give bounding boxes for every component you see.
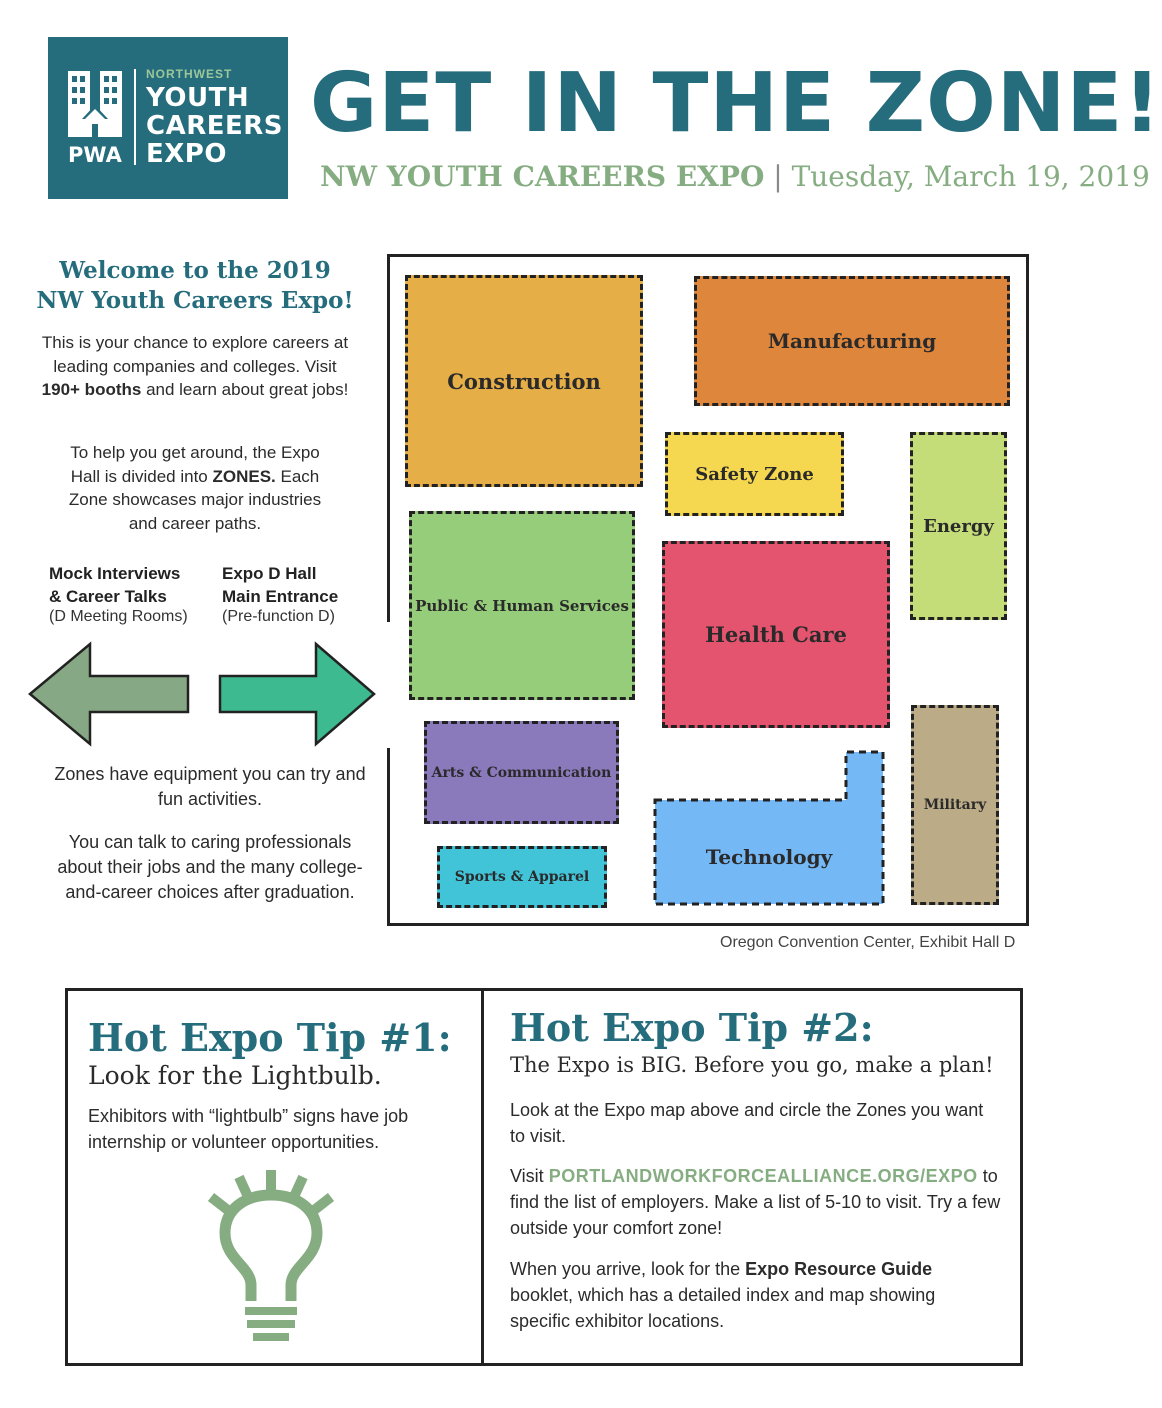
logo-divider <box>134 69 136 165</box>
zone-label: Public & Human Services <box>415 596 629 615</box>
zone-technology[interactable] <box>653 749 889 909</box>
event-date: Tuesday, March 19, 2019 <box>791 160 1150 193</box>
main-entrance-label <box>222 562 338 626</box>
tip2-subheading: The Expo is BIG. Before you go, make a plan! <box>510 1053 994 1077</box>
logo-line-careers: CAREERS <box>146 111 283 141</box>
nav-right-title: Expo D Hall <box>222 564 317 583</box>
zone-label: Energy <box>923 515 994 537</box>
tip2-text: to find the list of employers. Make a list of 5-10 to visit. Try a few outside your comfort zone! <box>510 1166 1001 1238</box>
event-name: NW YOUTH CAREERS EXPO <box>320 160 765 193</box>
zone-arts-communication[interactable] <box>424 721 619 824</box>
tip2-paragraph-2 <box>510 1163 1006 1241</box>
zone-safety[interactable] <box>665 432 844 516</box>
zones-activities-text: Zones have equipment you can try and fun activities. <box>54 764 366 809</box>
zone-sports-apparel[interactable] <box>437 846 607 908</box>
nav-right-sub: (Pre-function D) <box>222 608 335 625</box>
tip1-subheading: Look for the Lightbulb. <box>88 1061 382 1090</box>
zone-label: Manufacturing <box>767 329 937 353</box>
intro-text: and learn about great jobs! <box>141 380 349 399</box>
subtitle-separator: | <box>773 160 783 193</box>
arrow-right-icon <box>218 642 378 746</box>
tips-divider <box>481 991 484 1363</box>
tip2-text: Visit <box>510 1166 549 1186</box>
buildings-icon <box>66 67 126 139</box>
zone-label: Military <box>923 797 987 813</box>
zone-label: Technology <box>705 845 833 869</box>
tip2-paragraph-1: Look at the Expo map above and circle the Zones you want to visit. <box>510 1100 984 1146</box>
map-caption: Oregon Convention Center, Exhibit Hall D <box>720 934 1016 951</box>
intro-text: To help you get around, the Expo Hall is divided into <box>70 443 320 486</box>
logo-line-expo: EXPO <box>146 139 227 169</box>
nav-left-title: & Career Talks <box>49 587 167 606</box>
nav-right-title: Main Entrance <box>222 587 339 606</box>
logo-org: PWA <box>68 143 122 167</box>
zone-label: Sports & Apparel <box>454 869 590 885</box>
intro-text: Each Zone showcases major industries and career paths. <box>68 466 322 533</box>
tip2-heading: Hot Expo Tip #2: <box>510 1005 874 1050</box>
zone-label: Safety Zone <box>695 463 814 485</box>
booth-count: 190+ booths <box>41 380 142 399</box>
tips-box <box>65 988 1023 1366</box>
zone-health-care[interactable] <box>662 541 890 728</box>
professionals-text: You can talk to caring professionals about their jobs and the many college-and-career choices after graduation. <box>57 832 363 902</box>
intro-paragraph-1 <box>40 331 350 402</box>
tip2-text: When you arrive, look for the <box>510 1259 746 1279</box>
welcome-heading <box>20 256 370 316</box>
logo-line-youth: YOUTH <box>146 83 250 113</box>
tip1-heading: Hot Expo Tip #1: <box>88 1015 452 1060</box>
lightbulb-icon <box>203 1167 339 1343</box>
zone-military[interactable] <box>911 705 999 905</box>
expo-logo <box>48 37 288 199</box>
map-entrance-gap <box>387 622 390 748</box>
expo-website-link[interactable]: PORTLANDWORKFORCEALLIANCE.ORG/EXPO <box>548 1166 978 1186</box>
nav-left-sub: (D Meeting Rooms) <box>49 608 188 625</box>
resource-guide-name: Expo Resource Guide <box>745 1259 933 1279</box>
mock-interviews-label <box>49 562 188 626</box>
zone-label: Arts & Communication <box>431 764 612 781</box>
welcome-line-1: Welcome to the 2019 <box>59 257 331 284</box>
page-title: GET IN THE ZONE! <box>310 56 1162 151</box>
zones-keyword: ZONES. <box>212 466 276 486</box>
zone-label: Construction <box>447 368 601 394</box>
arrow-left-icon <box>28 642 192 746</box>
event-subtitle <box>320 160 1150 193</box>
expo-hall-map <box>387 254 1029 926</box>
logo-line-northwest: NORTHWEST <box>146 67 233 81</box>
tip2-text: booklet, which has a detailed index and map showing specific exhibitor locations. <box>510 1285 936 1331</box>
intro-paragraph-2 <box>58 441 332 535</box>
zone-construction[interactable] <box>405 275 643 487</box>
zone-public-human-services[interactable] <box>409 511 635 700</box>
intro-text: This is your chance to explore careers at leading companies and colleges. Visit <box>41 333 349 376</box>
zone-energy[interactable] <box>910 432 1007 620</box>
nav-left-title: Mock Interviews <box>49 564 181 583</box>
welcome-line-2: NW Youth Careers Expo! <box>36 287 354 314</box>
zone-manufacturing[interactable] <box>694 276 1010 406</box>
zone-label: Health Care <box>705 622 847 647</box>
tip1-body: Exhibitors with “lightbulb” signs have job internship or volunteer opportunities. <box>88 1106 409 1152</box>
tip2-paragraph-3 <box>510 1256 980 1334</box>
